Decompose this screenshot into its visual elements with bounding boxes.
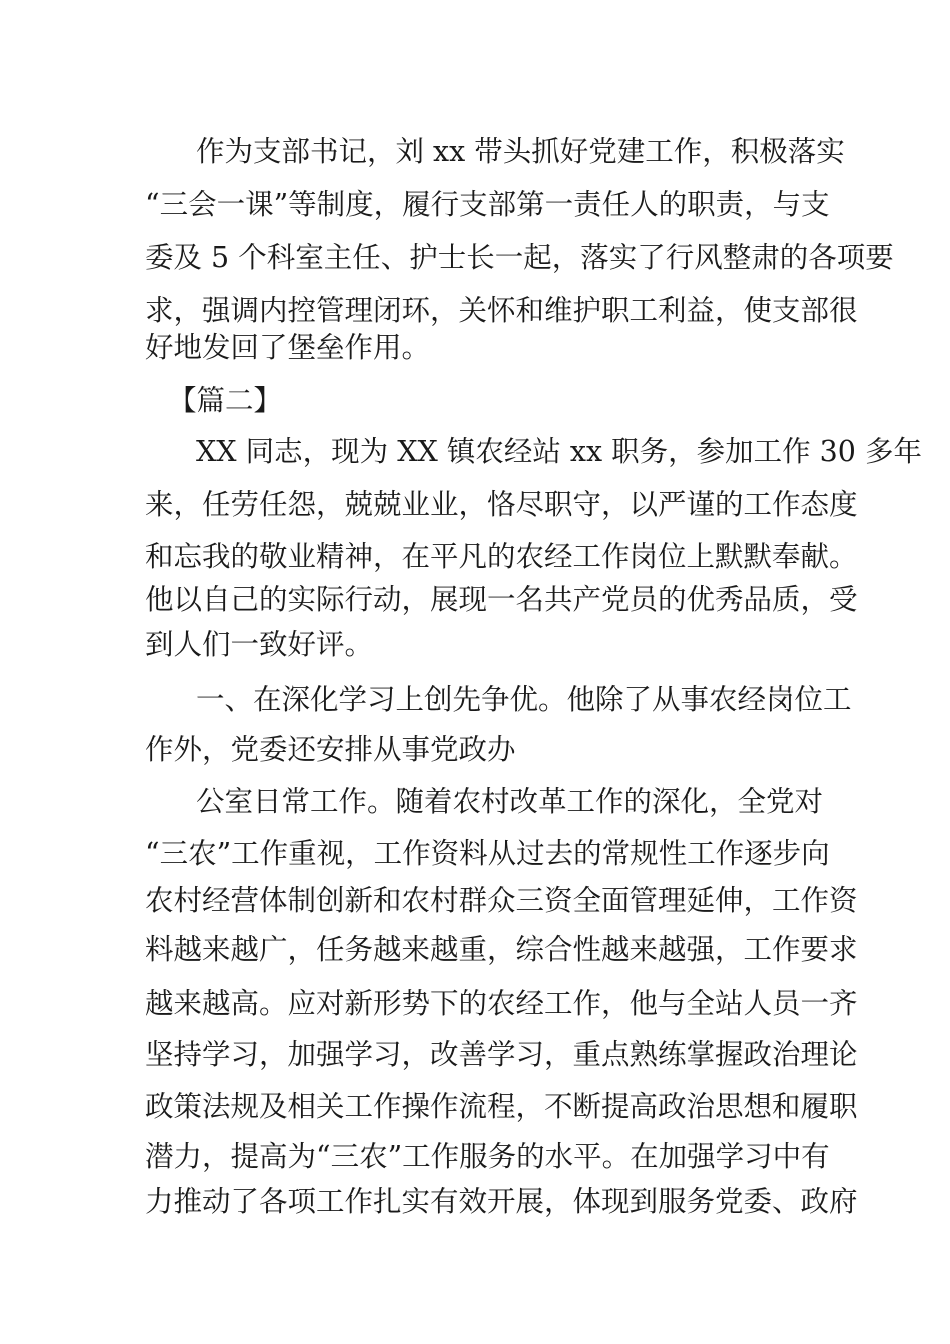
paragraph-line: 力推动了各项工作扎实有效开展，体现到服务党委、政府 — [145, 1185, 858, 1218]
paragraph-line: 作为支部书记，刘 xx 带头抓好党建工作，积极落实 — [196, 135, 845, 168]
paragraph-line: 和忘我的敬业精神，在平凡的农经工作岗位上默默奉献。 — [145, 540, 858, 573]
paragraph-line: 来，任劳任怨，兢兢业业，恪尽职守，以严谨的工作态度 — [145, 488, 858, 521]
paragraph-line: 到人们一致好评。 — [145, 628, 374, 661]
paragraph-line: 坚持学习，加强学习，改善学习，重点熟练掌握政治理论 — [145, 1038, 858, 1071]
paragraph-line: 农村经营体制创新和农村群众三资全面管理延伸，工作资 — [145, 884, 858, 917]
paragraph-line: “三会一课”等制度，履行支部第一责任人的职责，与支 — [145, 188, 830, 221]
paragraph-line: 他以自己的实际行动，展现一名共产党员的优秀品质，受 — [145, 583, 858, 616]
paragraph-line: 潜力，提高为“三农”工作服务的水平。在加强学习中有 — [145, 1140, 830, 1173]
paragraph-line: 一、在深化学习上创先争优。他除了从事农经岗位工 — [196, 683, 852, 716]
paragraph-line: 政策法规及相关工作操作流程，不断提高政治思想和履职 — [145, 1090, 858, 1123]
paragraph-line: 委及 5 个科室主任、护士长一起，落实了行风整肃的各项要 — [145, 241, 894, 274]
section-heading: 【篇二】 — [168, 384, 283, 417]
paragraph-line: 公室日常工作。随着农村改革工作的深化，全党对 — [196, 785, 824, 818]
paragraph-line: 越来越高。应对新形势下的农经工作，他与全站人员一齐 — [145, 987, 858, 1020]
paragraph-line: 料越来越广，任务越来越重，综合性越来越强，工作要求 — [145, 933, 858, 966]
paragraph-line: 求，强调内控管理闭环，关怀和维护职工利益，使支部很 — [145, 294, 858, 327]
paragraph-line: XX 同志，现为 XX 镇农经站 xx 职务，参加工作 30 多年 — [196, 435, 922, 468]
paragraph-line: 作外，党委还安排从事党政办 — [145, 733, 516, 766]
paragraph-line: “三农”工作重视，工作资料从过去的常规性工作逐步向 — [145, 837, 830, 870]
paragraph-line: 好地发回了堡垒作用。 — [145, 331, 431, 364]
